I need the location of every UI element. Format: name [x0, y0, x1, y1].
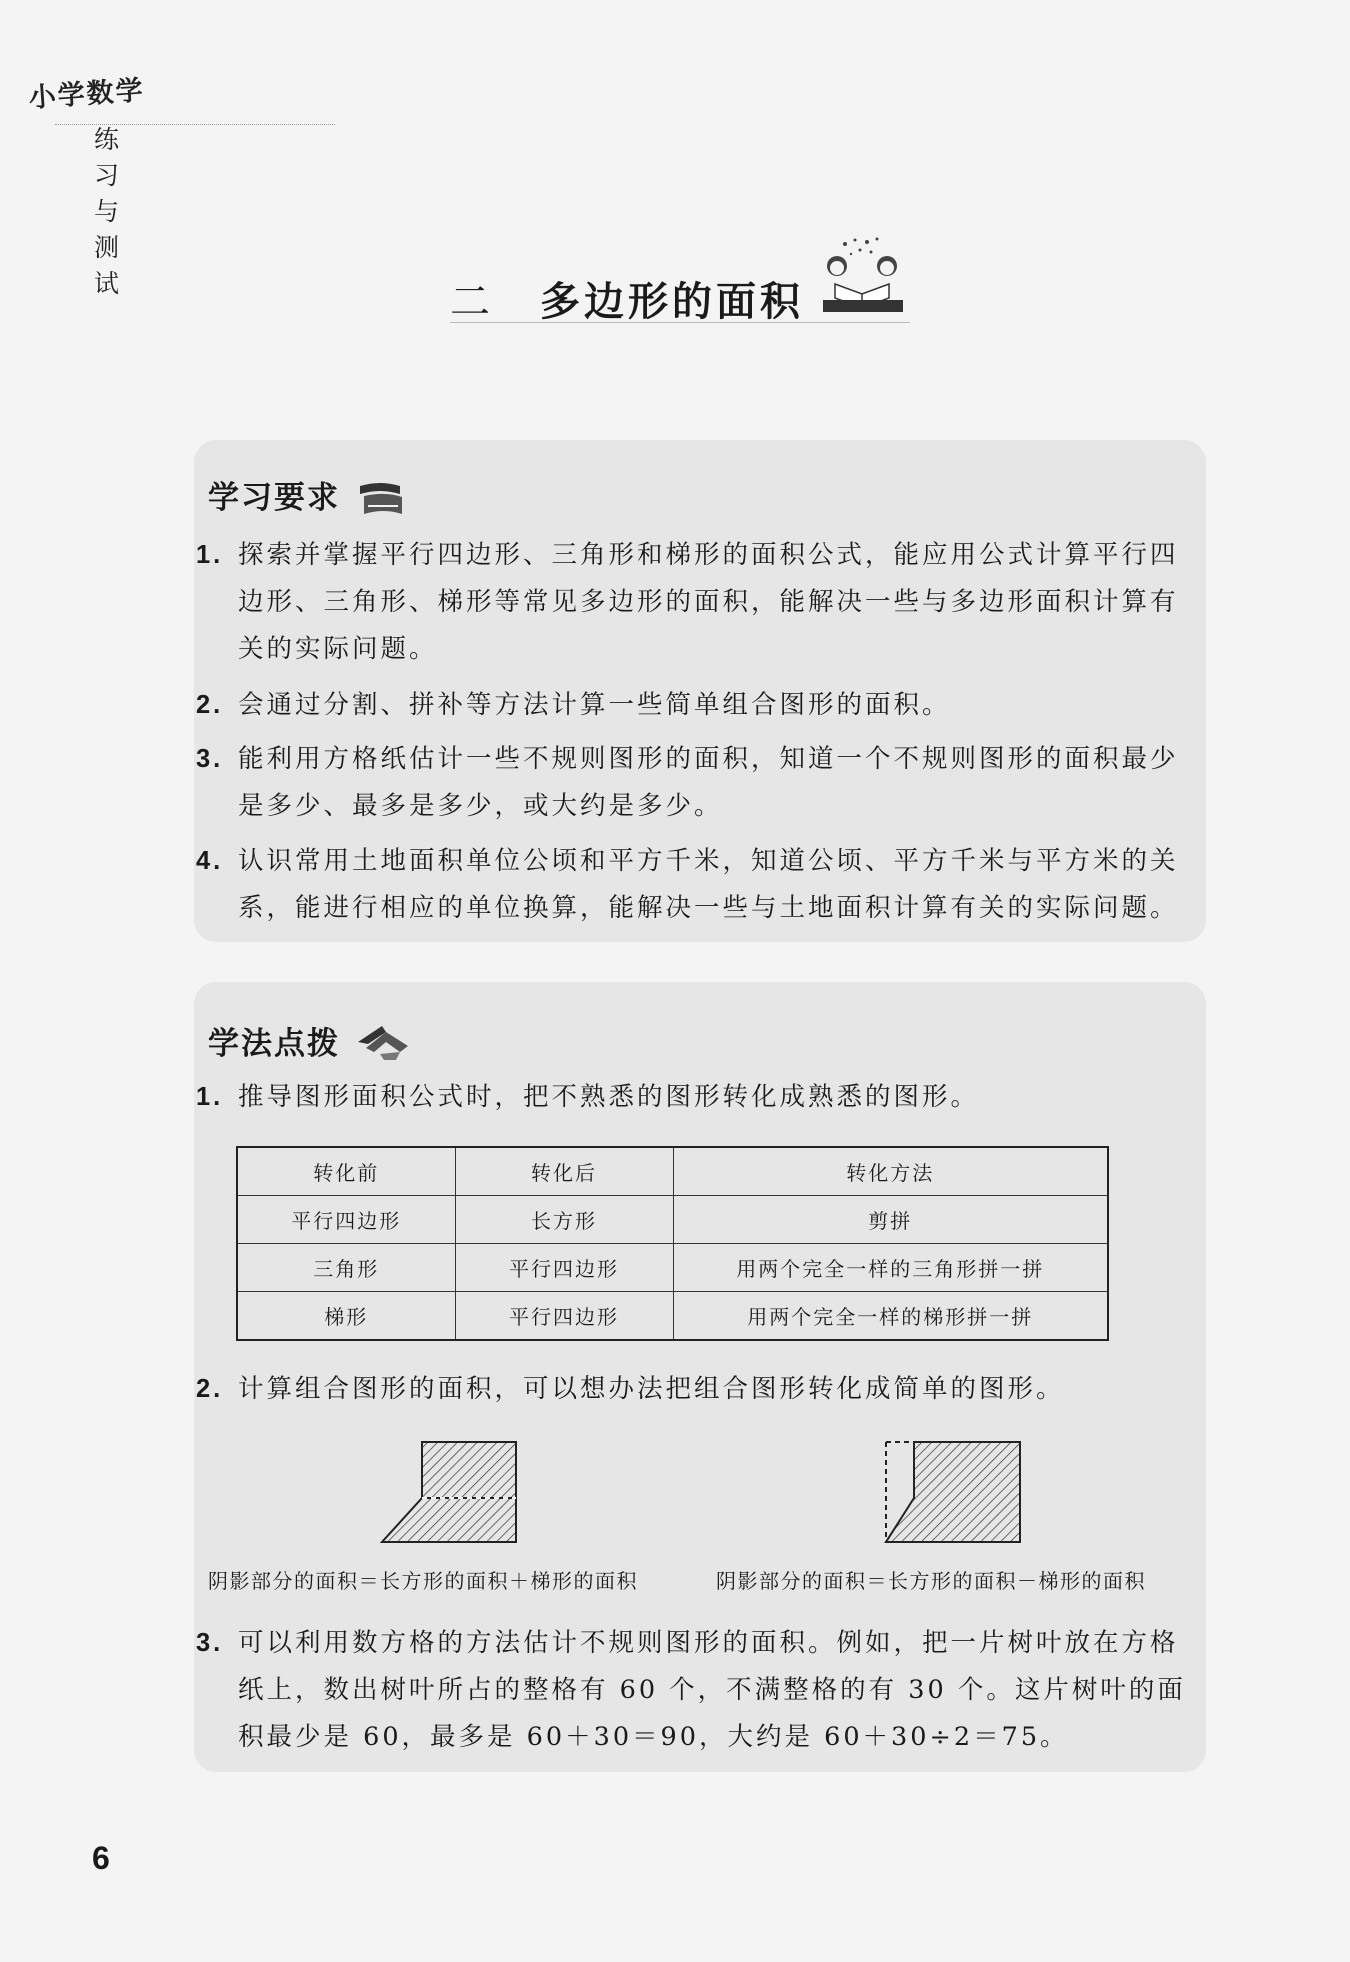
chapter-name: 多边形的面积: [540, 278, 804, 325]
table-cell: 长方形: [455, 1196, 673, 1244]
reading-kids-illustration: [815, 236, 910, 316]
tip-item: 3. 可以利用数方格的方法估计不规则图形的面积。例如，把一片树叶放在方格纸上，数出树叶所占的整格有 60 个，不满整格的有 30 个。这片树叶的面积最少是 60，最多是 60＋30＝90，大约是 60＋30÷2＝75。: [196, 1628, 1186, 1752]
transformation-table: [236, 1146, 1109, 1341]
figure-caption-sum: 阴影部分的面积＝长方形的面积＋梯形的面积: [208, 1569, 638, 1593]
chapter-title: [450, 270, 804, 327]
table-cell: 平行四边形: [237, 1196, 455, 1244]
table-cell: 用两个完全一样的三角形拼一拼: [673, 1244, 1108, 1292]
section-title-requirements: 学习要求: [208, 480, 340, 516]
tip-item: 2. 计算组合图形的面积，可以想办法把组合图形转化成简单的图形。: [196, 1374, 1065, 1404]
figure-caption-difference: 阴影部分的面积＝长方形的面积－梯形的面积: [716, 1569, 1146, 1593]
composite-figure-sum: [380, 1440, 520, 1546]
brand-divider: [55, 124, 335, 125]
series-brand: [27, 74, 146, 298]
table-row: [237, 1196, 1108, 1244]
table-header-cell: 转化后: [455, 1147, 673, 1196]
table-cell: 平行四边形: [455, 1244, 673, 1292]
table-cell: 剪拼: [673, 1196, 1108, 1244]
chapter-number: 二: [450, 279, 494, 325]
table-header-cell: 转化前: [237, 1147, 455, 1196]
requirement-item: 4. 认识常用土地面积单位公顷和平方千米，知道公顷、平方千米与平方米的关系，能进行相应的单位换算，能解决一些与土地面积计算有关的实际问题。: [196, 846, 1179, 923]
table-row: [237, 1292, 1108, 1341]
table-header-cell: 转化方法: [673, 1147, 1108, 1196]
table-header-row: [237, 1147, 1108, 1196]
requirement-item: 3. 能利用方格纸估计一些不规则图形的面积，知道一个不规则图形的面积最少是多少、最多是多少，或大约是多少。: [196, 744, 1179, 821]
requirement-item: 1. 探索并掌握平行四边形、三角形和梯形的面积公式，能应用公式计算平行四边形、三角形、梯形等常见多边形的面积，能解决一些与多边形面积计算有关的实际问题。: [196, 540, 1179, 664]
table-cell: 三角形: [237, 1244, 455, 1292]
tip-item: 1. 推导图形面积公式时，把不熟悉的图形转化成熟悉的图形。: [196, 1082, 980, 1112]
section-title-tips: 学法点拨: [208, 1026, 340, 1062]
brand-title: 小学数学: [27, 74, 146, 115]
requirement-item: 2. 会通过分割、拼补等方法计算一些简单组合图形的面积。: [196, 690, 951, 720]
open-book-icon: [356, 1022, 410, 1062]
table-row: [237, 1244, 1108, 1292]
page-number: 6: [92, 1840, 110, 1876]
table-cell: 梯形: [237, 1292, 455, 1341]
book-icon: [356, 480, 406, 518]
brand-subtitle: 练习与测试: [94, 125, 128, 298]
table-cell: 平行四边形: [455, 1292, 673, 1341]
composite-figure-difference: [884, 1440, 1024, 1546]
chapter-underline: [450, 322, 910, 323]
table-cell: 用两个完全一样的梯形拼一拼: [673, 1292, 1108, 1341]
